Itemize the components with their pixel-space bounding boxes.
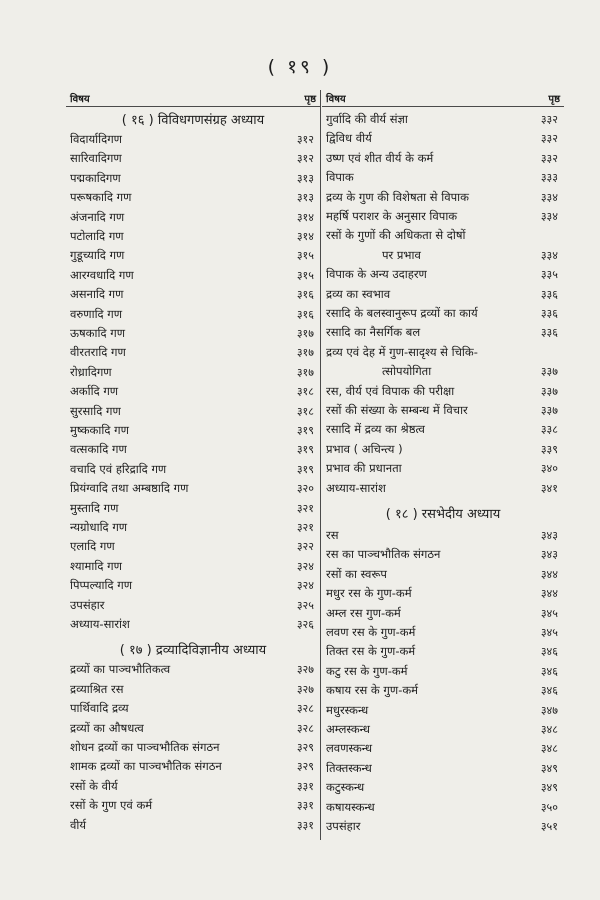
entry-title: शोधन द्रव्यों का पाञ्चभौतिक संगठन <box>70 740 220 754</box>
entry-page: ३१३ <box>296 171 314 185</box>
entry-page: ३१५ <box>296 249 314 263</box>
toc-left-column <box>66 90 320 840</box>
entry-page: ३३४ <box>540 248 558 262</box>
entry-title: कटु रस के गुण-कर्म <box>326 663 408 678</box>
entry-title: असनादि गण <box>70 287 124 302</box>
entry-title: श्यामादि गण <box>70 558 122 573</box>
entry-page: ३४८ <box>540 723 558 736</box>
chapter-heading: ( १७ ) द्रव्यादिविज्ञानीय अध्याय <box>119 643 267 659</box>
entry-page: ३२४ <box>296 579 314 593</box>
entry-page: ३३६ <box>540 326 558 340</box>
entry-page: ३१६ <box>296 307 314 321</box>
entry-page: ३२७ <box>296 663 314 677</box>
entry-page: ३२२ <box>296 540 314 554</box>
entry-page: ३२९ <box>296 741 314 754</box>
entry-page: ३१८ <box>296 385 314 399</box>
subject-header: विषय <box>70 94 90 105</box>
entry-title: तिक्तस्कन्ध <box>326 760 372 775</box>
entry-page: ३४६ <box>540 684 558 698</box>
entry-page: ३२८ <box>296 721 314 735</box>
entry-title: रसादि में द्रव्य का श्रेष्ठत्व <box>326 422 425 437</box>
entry-page: ३२८ <box>296 702 314 716</box>
entry-page: ३३५ <box>540 268 558 282</box>
entry-page: ३३६ <box>540 307 558 320</box>
entry-title: अध्याय-सारांश <box>70 617 130 631</box>
chapter-heading: ( १८ ) रसभेदीय अध्याय <box>385 507 501 522</box>
entry-page: ३४३ <box>540 548 558 562</box>
entry-page: ३४६ <box>540 664 558 678</box>
left-column-header <box>66 90 320 107</box>
entry-title: आरग्वधादि गण <box>70 267 134 282</box>
entry-page: ३३७ <box>540 365 558 379</box>
entry-title: वरुणादि गण <box>70 306 123 321</box>
entry-page: ३४५ <box>540 606 558 620</box>
entry-title: रसादि के बलस्वानुरूप द्रव्यों का कार्य <box>326 306 478 320</box>
entry-page: ३१४ <box>296 230 314 243</box>
entry-title: रसों के गुणों की अधिकता से दोषों <box>326 228 466 243</box>
page-header: पृष्ठ <box>304 94 316 105</box>
entry-page: ३१७ <box>296 346 314 360</box>
entry-title: विपाक के अन्य उदाहरण <box>326 267 427 282</box>
entry-title: एलादि गण <box>70 539 115 554</box>
entry-title: विदार्यादिगण <box>70 132 122 146</box>
entry-page: ३३३ <box>540 171 558 185</box>
entry-title: उपसंहार <box>70 597 105 612</box>
entry-title: रसों की संख्या के सम्बन्ध में विचार <box>326 403 468 417</box>
entry-page: ३४४ <box>540 587 558 601</box>
entry-page: ३२१ <box>296 501 314 515</box>
entry-page: ३३८ <box>540 423 558 437</box>
entry-page: ३४९ <box>540 781 558 795</box>
entry-page: ३२६ <box>296 618 314 631</box>
entry-page: ३३७ <box>540 404 558 417</box>
entry-title: सारिवादिगण <box>70 151 122 166</box>
entry-title: मधुर रस के गुण-कर्म <box>326 586 412 601</box>
toc-table <box>66 90 564 840</box>
entry-page: ३३२ <box>540 113 558 126</box>
entry-title: वचादि एवं हरिद्रादि गण <box>70 461 167 476</box>
entry-title: अम्लस्कन्ध <box>326 722 370 736</box>
entry-page: ३३२ <box>540 132 558 146</box>
entry-title: द्रव्याश्रित रस <box>70 681 124 696</box>
entry-title: द्रव्य के गुण की विशेषता से विपाक <box>326 189 469 204</box>
entry-title: कषाय रस के गुण-कर्म <box>326 683 419 698</box>
entry-title: पार्थिवादि द्रव्य <box>70 701 129 716</box>
toc-right-column <box>322 90 564 840</box>
entry-title: द्रव्यों का पाञ्चभौतिकत्व <box>70 662 171 677</box>
entry-title: रस, वीर्य एवं विपाक की परीक्षा <box>326 383 455 398</box>
entry-title: प्रियंग्वादि तथा अम्बष्ठादि गण <box>70 481 189 496</box>
chapter-heading: ( १६ ) विविधगणसंग्रह अध्याय <box>121 113 265 128</box>
entry-page: ३२४ <box>296 559 314 573</box>
entry-page: ३१२ <box>296 152 314 166</box>
entry-page: ३४० <box>540 462 558 476</box>
entry-page: ३३९ <box>540 442 558 456</box>
entry-title: परूषकादि गण <box>70 190 132 205</box>
entry-title: तिक्त रस के गुण-कर्म <box>326 644 416 659</box>
entry-page: ३३६ <box>540 287 558 301</box>
subject-header: विषय <box>326 94 346 105</box>
entry-page: ३३४ <box>540 210 558 223</box>
entry-page: ३१५ <box>296 268 314 282</box>
page-number: ( १९ ) <box>267 56 333 78</box>
entry-title: उष्ण एवं शीत वीर्य के कर्म <box>326 150 434 165</box>
entry-title: रस <box>326 528 339 542</box>
entry-title: अम्ल रस गुण-कर्म <box>326 605 401 620</box>
entry-page: ३२५ <box>296 598 314 612</box>
entry-title: लवण रस के गुण-कर्म <box>326 625 416 639</box>
entry-page: ३४८ <box>540 742 558 756</box>
entry-title: ऊषकादि गण <box>70 326 126 340</box>
entry-title: पर प्रभाव <box>382 247 421 262</box>
entry-title: प्रभाव की प्रधानता <box>326 461 402 476</box>
entry-page: ३१९ <box>296 424 314 437</box>
entry-page: ३३२ <box>540 151 558 165</box>
column-divider <box>320 90 321 840</box>
entry-title: पटोलादि गण <box>70 229 124 243</box>
entry-page: ३१४ <box>296 210 314 224</box>
entry-title: विपाक <box>326 170 354 185</box>
entry-page: ३१२ <box>296 133 314 146</box>
entry-page: ३४३ <box>540 529 558 542</box>
entry-page: ३१८ <box>296 404 314 418</box>
entry-title: द्रव्यों का औषधत्व <box>70 720 144 735</box>
entry-title: कषायस्कन्ध <box>326 799 375 814</box>
entry-title: द्विविध वीर्य <box>326 131 372 146</box>
entry-page: ३१९ <box>296 462 314 476</box>
entry-title: रसों का स्वरूप <box>326 566 387 581</box>
entry-title: मधुरस्कन्ध <box>326 702 369 717</box>
entry-title: रोध्रादिगण <box>70 364 112 379</box>
entry-page: ३२० <box>296 482 314 496</box>
entry-title: गुर्वादि की वीर्य संज्ञा <box>326 112 408 126</box>
right-column-header <box>322 90 564 107</box>
entry-title: महर्षि पराशर के अनुसार विपाक <box>326 209 458 223</box>
entry-title: गुडूच्यादि गण <box>70 248 125 263</box>
entry-page: ३२९ <box>296 760 314 774</box>
entry-title: मुष्ककादि गण <box>70 423 129 437</box>
entry-title: अध्याय-सारांश <box>326 480 386 495</box>
entry-title: रस का पाञ्चभौतिक संगठन <box>326 547 441 562</box>
entry-page: ३२१ <box>296 521 314 534</box>
entry-page: ३५० <box>540 800 558 814</box>
entry-page: ३४४ <box>540 567 558 581</box>
entry-title: न्यग्रोधादि गण <box>70 520 128 534</box>
entry-title: वत्सकादि गण <box>70 442 127 457</box>
entry-page: ३४१ <box>540 481 558 495</box>
entry-title: लवणस्कन्ध <box>326 741 373 756</box>
entry-title: अर्कादि गण <box>70 384 119 399</box>
entry-page: ३३१ <box>296 799 314 813</box>
entry-title: पिप्पल्यादि गण <box>70 578 133 593</box>
entry-page: ३३१ <box>296 818 314 832</box>
entry-page: ३३१ <box>296 779 314 793</box>
entry-title: पद्मकादिगण <box>70 170 121 185</box>
entry-title: मुस्तादि गण <box>70 500 119 515</box>
entry-title: शामक द्रव्यों का पाञ्चभौतिक संगठन <box>70 759 222 774</box>
entry-page: ३१७ <box>296 365 314 379</box>
entry-title: वीरतरादि गण <box>70 345 126 360</box>
entry-page: ३४५ <box>540 626 558 639</box>
entry-page: ३५१ <box>540 820 558 833</box>
entry-page: ३४९ <box>540 761 558 775</box>
page-header: पृष्ठ <box>548 94 560 105</box>
entry-page: ३२७ <box>296 682 314 696</box>
entry-page: ३१६ <box>296 288 314 302</box>
entry-title: अंजनादि गण <box>70 209 125 224</box>
entry-page: ३१९ <box>296 443 314 457</box>
entry-page: ३३४ <box>540 190 558 204</box>
entry-title: कटुस्कन्ध <box>326 780 365 795</box>
entry-title: द्रव्य एवं देह में गुण-सादृश्य से चिकि- <box>326 344 478 359</box>
entry-title: प्रभाव ( अचिन्त्य ) <box>326 441 403 456</box>
entry-title: वीर्य <box>70 817 87 832</box>
entry-title: रसों के गुण एवं कर्म <box>70 798 153 813</box>
entry-page: ३१३ <box>296 191 314 205</box>
entry-page: ३३७ <box>540 384 558 398</box>
entry-title: रसों के वीर्य <box>70 778 118 793</box>
entry-title: त्सोपयोगिता <box>382 364 432 379</box>
entry-title: द्रव्य का स्वभाव <box>326 286 391 301</box>
entry-title: रसादि का नैसर्गिक बल <box>326 325 421 340</box>
entry-title: उपसंहार <box>326 819 361 833</box>
entry-page: ३१७ <box>296 327 314 340</box>
entry-page: ३४६ <box>540 645 558 659</box>
entry-title: सुरसादि गण <box>70 403 121 418</box>
entry-page: ३४७ <box>540 703 558 717</box>
